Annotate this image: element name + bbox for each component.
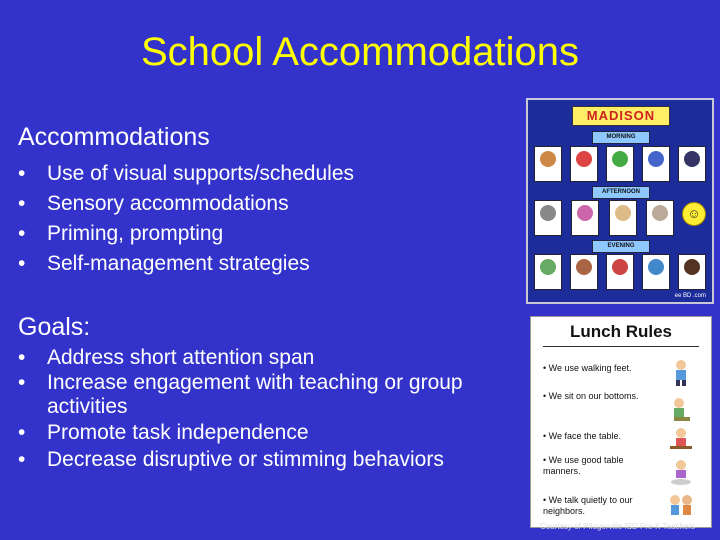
picture-card-icon <box>642 254 670 290</box>
list-item: • Increase engagement with teaching or group activities <box>18 371 518 419</box>
accommodations-heading: Accommodations <box>18 123 210 151</box>
picture-card-icon <box>606 254 634 290</box>
lunch-rule: • We use good table manners. <box>543 455 624 476</box>
picture-card-icon <box>534 146 562 182</box>
image-credit-caption: Courtesy of Pflugerville ISD Pre-K Teachers <box>540 522 696 531</box>
schedule-picture-row <box>534 200 674 236</box>
picture-card-icon <box>606 146 634 182</box>
picture-card-icon <box>534 254 562 290</box>
schedule-site-tag: ee BD .com <box>674 293 706 299</box>
schedule-section-afternoon: AFTERNOON <box>592 186 650 199</box>
child-walking-icon <box>667 359 695 387</box>
lunch-rule-text: We use good table manners. <box>543 455 624 476</box>
goals-list <box>18 344 518 473</box>
picture-card-icon <box>570 146 598 182</box>
list-item: • Self-management strategies <box>18 249 354 279</box>
lunch-rule-text: We talk quietly to our neighbors. <box>543 495 633 516</box>
child-sitting-icon <box>667 397 695 425</box>
children-talking-icon <box>667 493 695 521</box>
title-underline <box>543 346 699 347</box>
picture-card-icon <box>571 200 599 236</box>
lunch-rule-text: We sit on our bottoms. <box>548 391 639 401</box>
lunch-rules-title: Lunch Rules <box>569 322 672 341</box>
lunch-rules-image <box>530 316 712 528</box>
schedule-name-banner: MADISON <box>572 106 670 126</box>
list-item: • Use of visual supports/schedules <box>18 159 354 189</box>
schedule-section-morning: MORNING <box>592 131 650 144</box>
picture-card-icon <box>609 200 637 236</box>
list-item: • Promote task independence <box>18 419 518 446</box>
list-item: • Address short attention span <box>18 344 518 371</box>
child-at-table-icon <box>667 427 695 455</box>
lunch-rule: • We face the table. <box>543 431 622 441</box>
smiley-face-icon: ☺ <box>682 202 706 226</box>
list-item: • Priming, prompting <box>18 219 354 249</box>
picture-card-icon <box>678 146 706 182</box>
slide-title: School Accommodations <box>140 30 579 74</box>
schedule-picture-row <box>534 146 706 182</box>
lunch-rule: • We sit on our bottoms. <box>543 391 639 401</box>
list-item: • Sensory accommodations <box>18 189 354 219</box>
lunch-rule: • We use walking feet. <box>543 363 632 373</box>
visual-schedule-image <box>526 98 714 304</box>
lunch-rule-text: We face the table. <box>548 431 622 441</box>
schedule-section-evening: EVENING <box>592 240 650 253</box>
picture-card-icon <box>678 254 706 290</box>
picture-card-icon <box>646 200 674 236</box>
lunch-rule: • We talk quietly to our neighbors. <box>543 495 633 516</box>
list-item: • Decrease disruptive or stimming behaviors <box>18 446 518 473</box>
picture-card-icon <box>642 146 670 182</box>
lunch-rule-text: We use walking feet. <box>548 363 632 373</box>
accommodations-list <box>18 159 354 279</box>
goals-heading: Goals: <box>18 313 91 341</box>
picture-card-icon <box>570 254 598 290</box>
child-eating-icon <box>667 459 695 487</box>
schedule-picture-row <box>534 254 706 290</box>
picture-card-icon <box>534 200 562 236</box>
